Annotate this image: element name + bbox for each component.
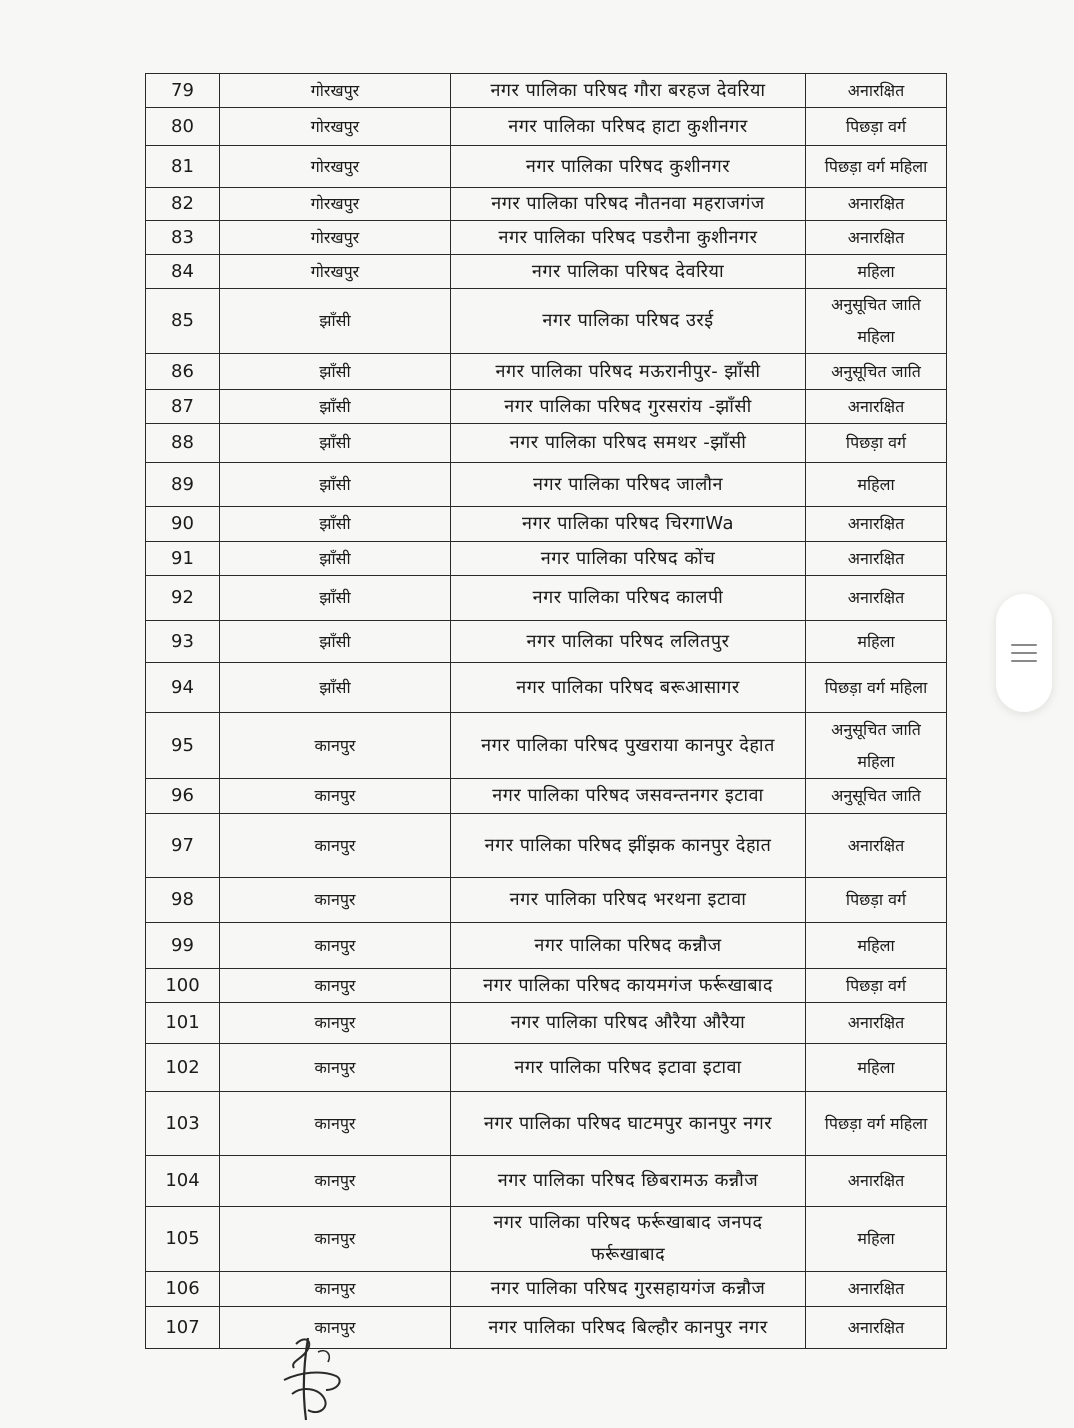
reservation-category-cell: अनारक्षित — [806, 542, 947, 576]
table-row — [146, 146, 947, 188]
reservation-category-cell: अनारक्षित — [806, 1272, 947, 1307]
district-cell: झाँसी — [220, 463, 451, 507]
municipal-body-cell: नगर पालिका परिषद मऊरानीपुर- झाँसी — [451, 354, 806, 390]
municipal-body-cell: नगर पालिका परिषद कायमगंज फर्रूखाबाद — [451, 969, 806, 1003]
municipal-body-cell: नगर पालिका परिषद इटावा इटावा — [451, 1044, 806, 1092]
district-cell: कानपुर — [220, 1044, 451, 1092]
scroll-handle[interactable] — [996, 594, 1052, 712]
serial-number-cell: 101 — [146, 1003, 220, 1044]
reservation-category-cell: पिछड़ा वर्ग — [806, 108, 947, 146]
municipal-body-cell: नगर पालिका परिषद छिबरामऊ कन्नौज — [451, 1156, 806, 1207]
reservation-category-cell: अनारक्षित — [806, 1003, 947, 1044]
table-row — [146, 390, 947, 424]
table-row — [146, 289, 947, 354]
serial-number-cell: 105 — [146, 1207, 220, 1272]
municipal-body-cell: नगर पालिका परिषद उरई — [451, 289, 806, 354]
municipal-body-cell: नगर पालिका परिषद गौरा बरहज देवरिया — [451, 74, 806, 108]
reservation-category-cell: अनारक्षित — [806, 390, 947, 424]
district-cell: झाँसी — [220, 621, 451, 663]
reservation-category-cell: अनारक्षित — [806, 1156, 947, 1207]
municipal-body-cell: नगर पालिका परिषद जसवन्तनगर इटावा — [451, 779, 806, 814]
district-cell: झाँसी — [220, 576, 451, 621]
municipal-body-cell: नगर पालिका परिषद जालौन — [451, 463, 806, 507]
district-cell: झाँसी — [220, 354, 451, 390]
municipal-body-cell: नगर पालिका परिषद कन्नौज — [451, 923, 806, 969]
serial-number-cell: 107 — [146, 1307, 220, 1349]
serial-number-cell: 83 — [146, 221, 220, 255]
district-cell: झाँसी — [220, 542, 451, 576]
menu-icon — [1011, 644, 1037, 662]
serial-number-cell: 98 — [146, 878, 220, 923]
table-row — [146, 1092, 947, 1156]
municipal-body-cell: नगर पालिका परिषद औरैया औरैया — [451, 1003, 806, 1044]
reservation-category-cell: महिला — [806, 923, 947, 969]
serial-number-cell: 82 — [146, 188, 220, 221]
serial-number-cell: 104 — [146, 1156, 220, 1207]
district-cell: झाँसी — [220, 424, 451, 463]
table-row — [146, 108, 947, 146]
municipal-body-cell: नगर पालिका परिषद ललितपुर — [451, 621, 806, 663]
table-row — [146, 507, 947, 542]
reservation-category-cell: अनारक्षित — [806, 221, 947, 255]
municipal-body-cell: नगर पालिका परिषद पडरौना कुशीनगर — [451, 221, 806, 255]
table-row — [146, 1003, 947, 1044]
district-cell: कानपुर — [220, 814, 451, 878]
reservation-table — [145, 73, 947, 1349]
serial-number-cell: 85 — [146, 289, 220, 354]
table-row — [146, 255, 947, 289]
serial-number-cell: 90 — [146, 507, 220, 542]
reservation-category-cell: अनारक्षित — [806, 74, 947, 108]
table-row — [146, 713, 947, 779]
serial-number-cell: 88 — [146, 424, 220, 463]
serial-number-cell: 81 — [146, 146, 220, 188]
district-cell: गोरखपुर — [220, 74, 451, 108]
serial-number-cell: 96 — [146, 779, 220, 814]
serial-number-cell: 79 — [146, 74, 220, 108]
district-cell: कानपुर — [220, 1272, 451, 1307]
municipal-body-cell: नगर पालिका परिषद भरथना इटावा — [451, 878, 806, 923]
municipal-body-cell: नगर पालिका परिषद कालपी — [451, 576, 806, 621]
district-cell: झाँसी — [220, 390, 451, 424]
reservation-category-cell: महिला — [806, 1207, 947, 1272]
reservation-category-cell: पिछड़ा वर्ग — [806, 878, 947, 923]
municipal-body-cell: नगर पालिका परिषद घाटमपुर कानपुर नगर — [451, 1092, 806, 1156]
municipal-body-cell: नगर पालिका परिषद फर्रूखाबाद जनपद फर्रूखाबाद — [451, 1207, 806, 1272]
table-row — [146, 221, 947, 255]
reservation-category-cell: अनारक्षित — [806, 814, 947, 878]
district-cell: कानपुर — [220, 878, 451, 923]
table-row — [146, 354, 947, 390]
reservation-category-cell: पिछड़ा वर्ग महिला — [806, 1092, 947, 1156]
district-cell: झाँसी — [220, 289, 451, 354]
municipal-body-cell: नगर पालिका परिषद गुरसरांय -झाँसी — [451, 390, 806, 424]
municipal-body-cell: नगर पालिका परिषद बिल्हौर कानपुर नगर — [451, 1307, 806, 1349]
table-body — [146, 74, 947, 1349]
district-cell: कानपुर — [220, 1207, 451, 1272]
serial-number-cell: 80 — [146, 108, 220, 146]
district-cell: झाँसी — [220, 663, 451, 713]
table-row — [146, 576, 947, 621]
table-row — [146, 814, 947, 878]
serial-number-cell: 99 — [146, 923, 220, 969]
table-row — [146, 878, 947, 923]
serial-number-cell: 103 — [146, 1092, 220, 1156]
reservation-category-cell: अनुसूचित जाति — [806, 354, 947, 390]
table-row — [146, 1272, 947, 1307]
municipal-body-cell: नगर पालिका परिषद हाटा कुशीनगर — [451, 108, 806, 146]
serial-number-cell: 91 — [146, 542, 220, 576]
serial-number-cell: 92 — [146, 576, 220, 621]
district-cell: कानपुर — [220, 1307, 451, 1349]
reservation-category-cell: अनारक्षित — [806, 507, 947, 542]
district-cell: झाँसी — [220, 507, 451, 542]
district-cell: कानपुर — [220, 923, 451, 969]
district-cell: कानपुर — [220, 969, 451, 1003]
signature — [278, 1332, 350, 1424]
municipal-body-cell: नगर पालिका परिषद पुखराया कानपुर देहात — [451, 713, 806, 779]
reservation-category-cell: पिछड़ा वर्ग — [806, 424, 947, 463]
table-row — [146, 424, 947, 463]
serial-number-cell: 86 — [146, 354, 220, 390]
district-cell: गोरखपुर — [220, 146, 451, 188]
serial-number-cell: 93 — [146, 621, 220, 663]
municipal-body-cell: नगर पालिका परिषद नौतनवा महराजगंज — [451, 188, 806, 221]
serial-number-cell: 102 — [146, 1044, 220, 1092]
reservation-category-cell: पिछड़ा वर्ग — [806, 969, 947, 1003]
district-cell: गोरखपुर — [220, 108, 451, 146]
serial-number-cell: 94 — [146, 663, 220, 713]
reservation-category-cell: महिला — [806, 463, 947, 507]
reservation-category-cell: पिछड़ा वर्ग महिला — [806, 146, 947, 188]
serial-number-cell: 89 — [146, 463, 220, 507]
serial-number-cell: 95 — [146, 713, 220, 779]
table-row — [146, 74, 947, 108]
reservation-category-cell: महिला — [806, 255, 947, 289]
table-row — [146, 923, 947, 969]
district-cell: गोरखपुर — [220, 255, 451, 289]
table-row — [146, 188, 947, 221]
reservation-category-cell: अनारक्षित — [806, 188, 947, 221]
table-row — [146, 463, 947, 507]
municipal-body-cell: नगर पालिका परिषद कोंच — [451, 542, 806, 576]
serial-number-cell: 97 — [146, 814, 220, 878]
table-row — [146, 969, 947, 1003]
municipal-body-cell: नगर पालिका परिषद समथर -झाँसी — [451, 424, 806, 463]
reservation-category-cell: महिला — [806, 621, 947, 663]
reservation-category-cell: अनुसूचित जाति — [806, 779, 947, 814]
table-row — [146, 542, 947, 576]
reservation-category-cell: महिला — [806, 1044, 947, 1092]
municipal-body-cell: नगर पालिका परिषद बरूआसागर — [451, 663, 806, 713]
district-cell: कानपुर — [220, 1156, 451, 1207]
reservation-category-cell: अनुसूचित जाति महिला — [806, 713, 947, 779]
table-row — [146, 621, 947, 663]
district-cell: कानपुर — [220, 713, 451, 779]
table-row — [146, 1207, 947, 1272]
table-row — [146, 663, 947, 713]
municipal-body-cell: नगर पालिका परिषद झींझक कानपुर देहात — [451, 814, 806, 878]
table-row — [146, 1307, 947, 1349]
table-row — [146, 1156, 947, 1207]
table-row — [146, 779, 947, 814]
municipal-body-cell: नगर पालिका परिषद देवरिया — [451, 255, 806, 289]
reservation-category-cell: पिछड़ा वर्ग महिला — [806, 663, 947, 713]
district-cell: कानपुर — [220, 1003, 451, 1044]
reservation-category-cell: अनारक्षित — [806, 576, 947, 621]
municipal-body-cell: नगर पालिका परिषद कुशीनगर — [451, 146, 806, 188]
reservation-category-cell: अनुसूचित जाति महिला — [806, 289, 947, 354]
serial-number-cell: 100 — [146, 969, 220, 1003]
municipal-body-cell: नगर पालिका परिषद चिरगाWa — [451, 507, 806, 542]
serial-number-cell: 84 — [146, 255, 220, 289]
serial-number-cell: 87 — [146, 390, 220, 424]
district-cell: कानपुर — [220, 779, 451, 814]
municipal-body-cell: नगर पालिका परिषद गुरसहायगंज कन्नौज — [451, 1272, 806, 1307]
district-cell: कानपुर — [220, 1092, 451, 1156]
district-cell: गोरखपुर — [220, 188, 451, 221]
district-cell: गोरखपुर — [220, 221, 451, 255]
reservation-category-cell: अनारक्षित — [806, 1307, 947, 1349]
serial-number-cell: 106 — [146, 1272, 220, 1307]
table-row — [146, 1044, 947, 1092]
